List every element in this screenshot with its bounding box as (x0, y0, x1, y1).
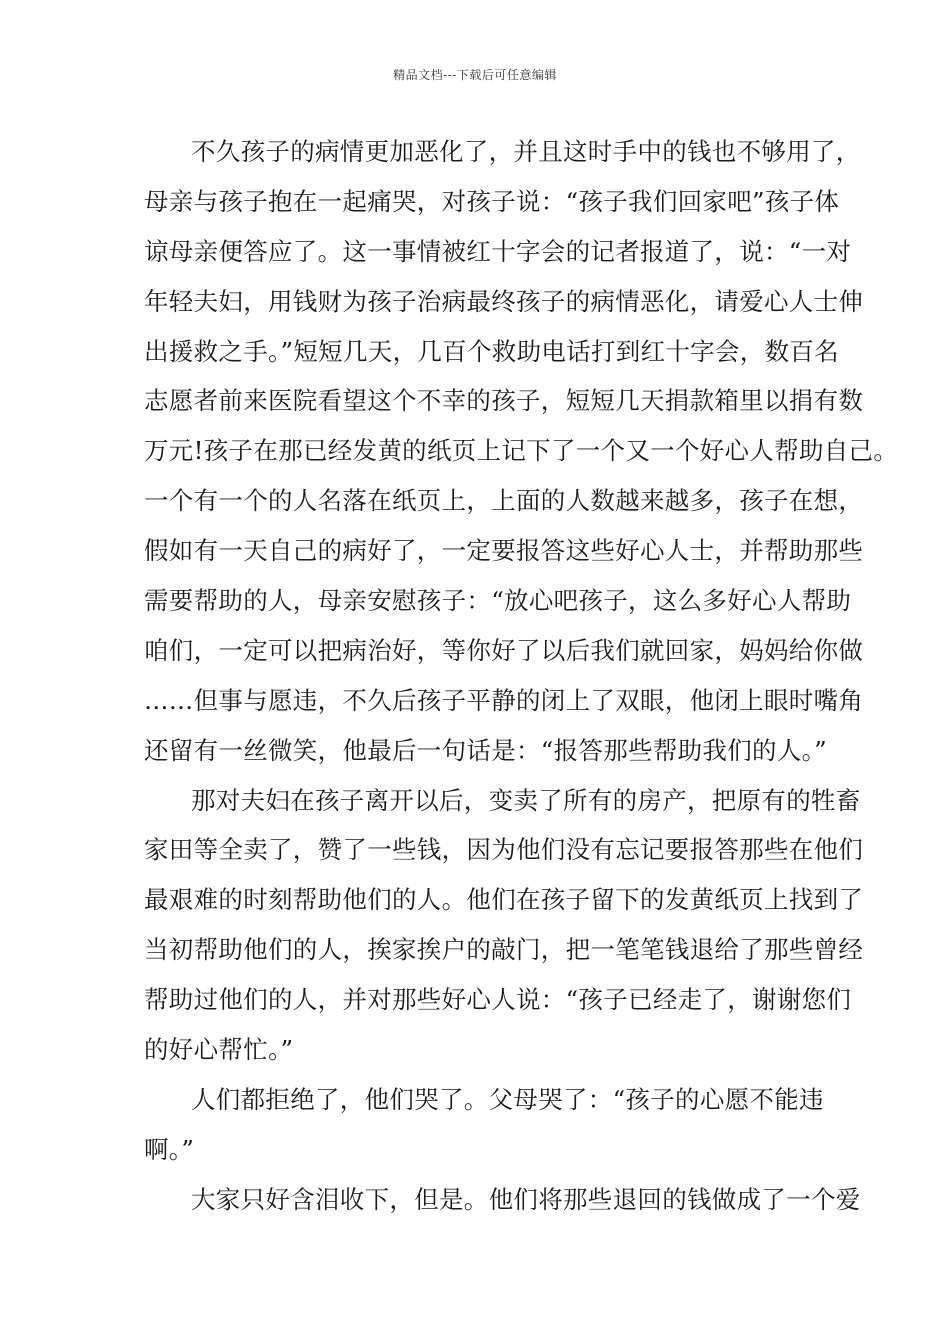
text-line: 志愿者前来医院看望这个不幸的孩子，短短几天捐款箱里以捐有数 (144, 386, 864, 416)
text-line: ……但事与愿违，不久后孩子平静的闭上了双眼，他闭上眼时嘴角 (144, 685, 864, 715)
text-line: 需要帮助的人，母亲安慰孩子：“放心吧孩子，这么多好心人帮助 (144, 586, 852, 616)
text-line: 当初帮助他们的人，挨家挨户的敲门，把一笔笔钱退给了那些曾经 (144, 935, 864, 965)
text-line: 一个有一个的人名落在纸页上，上面的人数越来越多，孩子在想， (144, 486, 864, 516)
text-line: 谅母亲便答应了。这一事情被红十字会的记者报道了，说：“一对 (144, 236, 852, 266)
text-line: 咱们，一定可以把病治好，等你好了以后我们就回家，妈妈给你做 (144, 635, 864, 665)
text-line: 假如有一天自己的病好了，一定要报答这些好心人士，并帮助那些 (144, 536, 864, 566)
document-body (144, 127, 899, 1225)
text-line: 大家只好含泪收下，但是。他们将那些退回的钱做成了一个爱 (191, 1184, 861, 1214)
text-line: 帮助过他们的人，并对那些好心人说：“孩子已经走了，谢谢您们 (144, 985, 852, 1015)
text-line: 人们都拒绝了，他们哭了。父母哭了：“孩子的心愿不能违 (191, 1084, 824, 1114)
text-line: 出援救之手。”短短几天，几百个救助电话打到红十字会，数百名 (144, 336, 839, 366)
text-line: 那对夫妇在孩子离开以后，变卖了所有的房产，把原有的牲畜 (191, 785, 861, 815)
text-line: 母亲与孩子抱在一起痛哭，对孩子说：“孩子我们回家吧”孩子体 (144, 186, 840, 216)
text-line: 家田等全卖了，赞了一些钱，因为他们没有忘记要报答那些在他们 (144, 835, 864, 865)
text-line: 不久孩子的病情更加恶化了，并且这时手中的钱也不够用了， (191, 137, 861, 166)
text-line: 的好心帮忙。” (144, 1035, 294, 1065)
text-line: 年轻夫妇，用钱财为孩子治病最终孩子的病情恶化，请爱心人士伸 (144, 286, 864, 316)
paragraph (144, 1175, 861, 1225)
text-line: 啊。” (144, 1134, 195, 1164)
paragraph (144, 1075, 844, 1175)
text-line: 最艰难的时刻帮助他们的人。他们在孩子留下的发黄纸页上找到了 (144, 885, 864, 915)
paragraph (144, 127, 899, 776)
text-line: 还留有一丝微笑，他最后一句话是：“报答那些帮助我们的人。” (144, 735, 827, 765)
page-header: 精品文档---下载后可任意编辑 (393, 68, 557, 82)
paragraph (144, 776, 864, 1075)
text-line: 万元!孩子在那已经发黄的纸页上记下了一个又一个好心人帮助自己。 (144, 436, 899, 466)
